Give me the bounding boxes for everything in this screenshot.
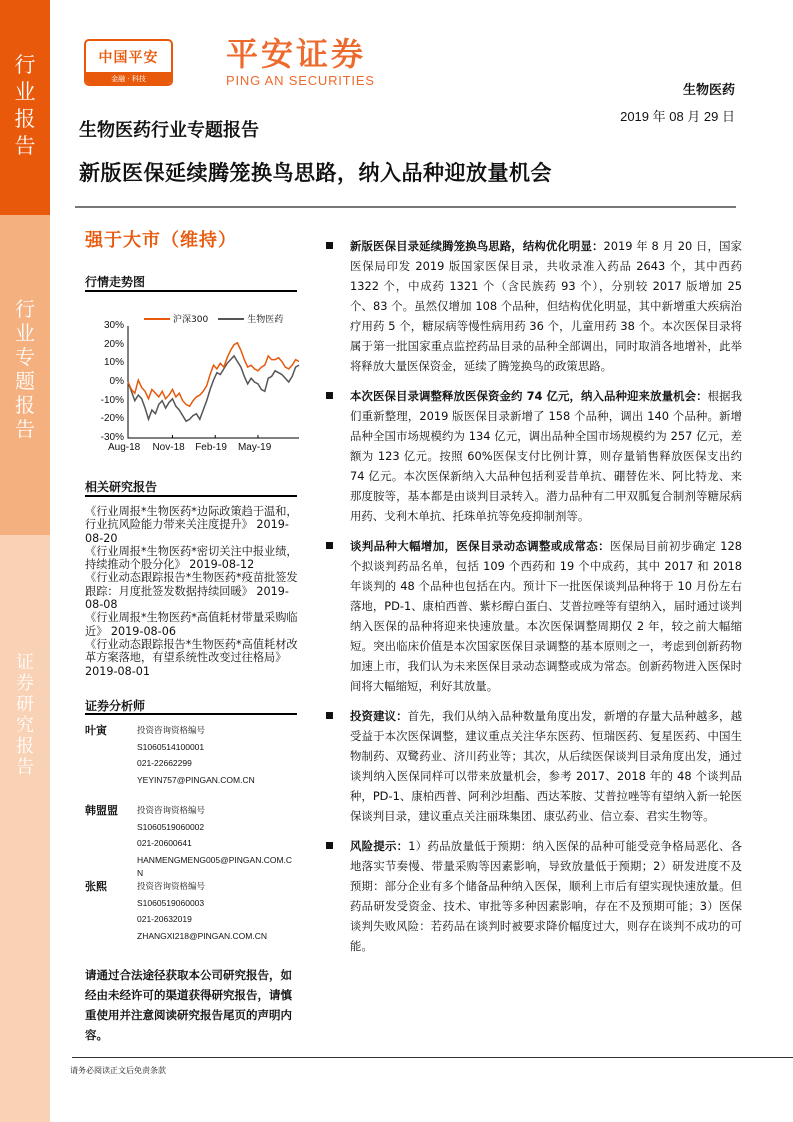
- analyst-info: [137, 802, 297, 880]
- analyst-email[interactable]: YEYIN757@PINGAN.COM.CN: [137, 774, 255, 785]
- sidebar-char: 告: [16, 757, 34, 778]
- sidebar-char: 券: [16, 673, 34, 694]
- rating-badge: 强于大市（维持）: [85, 230, 237, 251]
- y-tick-label: -10%: [100, 394, 124, 406]
- key-point-heading: 谈判品种大幅增加，医保目录动态调整或成常态：: [350, 539, 610, 553]
- related-report-item[interactable]: 《行业动态跟踪报告*生物医药*疫苗批签发跟踪：月度批签发数据持续回暖》 2019-08-08: [85, 571, 298, 612]
- x-tick-label: Nov-18: [152, 442, 185, 453]
- analyst-list: [85, 722, 300, 944]
- sidebar-label-securities-research: [0, 652, 50, 778]
- analyst-card: [85, 878, 300, 944]
- analyst-phone: 021-20632019: [137, 914, 192, 924]
- bullet-square-icon: [326, 242, 333, 249]
- analyst-cert-label: 投资咨询资格编号: [137, 805, 206, 815]
- analyst-cert: S1060519060003: [137, 897, 205, 908]
- key-point: [322, 386, 742, 526]
- key-points: [322, 236, 742, 966]
- key-point-body: 2019 年 8 月 20 日，国家医保局印发 2019 版国家医保目录，共收录准入药品 2643 个，其中西药 1322 个，中成药 1321 个（含民族药 93 个），分别较 2017 版增加 25 个、83 个。虽然仅增加 108 个品种，但结构优化明显，其中新增重大疾病治疗用药 5 个，糖尿病等慢性病用药 36 个，儿童用药 38 个。本次医保目录将属于第一批国家重点监控药品目录的品种全部调出，同时取消各地增补，此举将释放大量医保资金，延续了腾笼换鸟的政策思路。: [350, 239, 742, 373]
- x-tick-label: May-19: [237, 442, 272, 453]
- footer-divider: [72, 1057, 793, 1058]
- access-disclaimer: 请通过合法途径获取本公司研究报告，如经由未经许可的渠道获得研究报告，请慎重使用并注意阅读研究报告尾页的声明内容。: [85, 968, 292, 1042]
- key-point-body: 医保局目前初步确定 128 个拟谈判药品名单，包括 109 个西药和 19 个中成药，其中 2017 和 2018 年谈判的 48 个品种也包括在内。预计下一批医保谈判品种将于 10 月份左右落地，PD-1、康柏西普、紫杉醇白蛋白、艾普拉唑等有望纳入，届时通过谈判纳入医保的品种将迎来快速放量。本次医保调整周期仅 2 年，较之前大幅缩短。突出临床价值是本次国家医保目录调整的基本原则之一，考虑到创新药物加速上市，我们认为未来医保目录动态调整或成为常态。创新药物进入医保时间将大幅缩短，利好其放量。: [350, 539, 742, 693]
- sidebar-char: 题: [15, 369, 35, 393]
- legend-label: 生物医药: [247, 315, 284, 325]
- analyst-cert-label: 投资咨询资格编号: [137, 725, 206, 735]
- related-reports-rule: [85, 495, 297, 497]
- sidebar-char: 业: [15, 321, 35, 345]
- analyst-email[interactable]: HANMENGMENG005@PINGAN.COM.CN: [137, 854, 293, 878]
- sidebar-char: 业: [14, 80, 36, 104]
- key-point: [322, 836, 742, 956]
- sidebar-char: 证: [16, 652, 34, 673]
- sidebar-char: 告: [14, 134, 36, 158]
- y-tick-label: 20%: [103, 338, 124, 350]
- analyst-name: 韩盟盟: [85, 804, 118, 817]
- analyst-email[interactable]: ZHANGXI218@PINGAN.COM.CN: [137, 930, 268, 941]
- sidebar-char: 究: [16, 715, 34, 736]
- related-report-item[interactable]: 《行业周报*生物医药*高值耗材带量采购临近》 2019-08-06: [85, 611, 298, 638]
- legend-label: 沪深300: [173, 315, 209, 325]
- analysts-heading: 证券分析师: [85, 699, 146, 713]
- y-tick-label: 0%: [109, 376, 124, 387]
- sidebar-char: 行: [15, 297, 35, 321]
- analyst-name: 叶寅: [85, 724, 107, 737]
- report-subtitle: 生物医药行业专题报告: [79, 120, 259, 141]
- key-point-body: 1）药品放量低于预期：纳入医保的品种可能受竞争格局恶化、各地落实节奏慢、带量采购等因素影响，导致放量低于预期；2）研发进度不及预期：部分企业有多个储备品种纳入医保，顺利上市后有望实现快速放量。但药品研发受资金、技术、审批等多种因素影响，存在不及预期可能；3）医保谈判失败风险：若药品在谈判时被要求降价幅度过大，则存在谈判不成功的可能。: [350, 839, 742, 953]
- x-tick-label: Feb-19: [195, 442, 227, 453]
- analyst-cert: S1060514100001: [137, 741, 205, 752]
- analyst-name: 张熙: [85, 880, 107, 893]
- y-tick-label: 10%: [103, 357, 124, 369]
- sidebar-char: 行: [14, 53, 36, 77]
- related-report-item[interactable]: 《行业动态跟踪报告*生物医药*高值耗材改革方案落地，有望系统性改变过往格局》 2019-08-01: [85, 637, 298, 678]
- sidebar-label-industry-report: [0, 52, 50, 160]
- chart-heading: 行情走势图: [85, 275, 146, 289]
- sidebar-char: 告: [15, 417, 35, 441]
- analyst-card: [85, 802, 300, 878]
- sector-label: 生物医药: [682, 83, 735, 98]
- key-point-body: 首先，我们从纳入品种数量角度出发，新增的存量大品种越多，越受益于本次医保调整，建议重点关注华东医药、恒瑞医药、复星医药、中国生物制药、双鹭药业、济川药业等；其次，从后续医保谈判目录角度出发，通过谈判纳入医保同样可以带来放量机会，参考 2017、2018 年的 48 个谈判品种，PD-1、康柏西普、阿利沙坦酯、西达苯胺、艾普拉唑等有望纳入新一轮医保谈判目录，建议重点关注丽珠集团、康弘药业、信立泰、君实生物等。: [350, 709, 742, 823]
- sidebar-band-bottom: [0, 535, 50, 1122]
- x-tick-label: Aug-18: [108, 442, 141, 453]
- key-point-heading: 风险提示：: [350, 839, 409, 853]
- sidebar-char: 报: [16, 736, 34, 757]
- market-trend-chart: [84, 308, 306, 458]
- sidebar-label-topic-report: [0, 297, 50, 441]
- chart-heading-rule: [85, 290, 297, 292]
- bullet-square-icon: [326, 542, 333, 549]
- logo-text: 中国平安: [98, 49, 159, 66]
- key-point-body: 根据我们重新整理，2019 版医保目录新增了 158 个品种，调出 140 个品种。新增品种全国市场规模约为 134 亿元，调出品种全国市场规模约为 257 亿元，差额为 123 亿元。按照 60%医保支付比例计算，则存量销售释放医保支出约 74 亿元。本次医保新纳入大品种包括利妥昔单抗、硼替佐米、阿比特龙、来那度胺等，基本都是由谈判目录转入。潜力品种有二甲双胍复合制剂等糖尿病用药、戈利木单抗、托珠单抗等免疫抑制剂等。: [350, 389, 742, 523]
- bullet-square-icon: [326, 712, 333, 719]
- key-point: [322, 536, 742, 696]
- sidebar-char: 报: [15, 393, 35, 417]
- header-divider: [75, 206, 736, 208]
- key-point: [322, 236, 742, 376]
- y-tick-label: 30%: [103, 320, 124, 331]
- key-point: [322, 706, 742, 826]
- key-point-heading: 本次医保目录调整释放医保资金约 74 亿元，纳入品种迎来放量机会：: [350, 389, 708, 403]
- analyst-info: [137, 722, 297, 787]
- sidebar-char: 研: [16, 694, 34, 715]
- sidebar-char: 专: [15, 345, 35, 369]
- bullet-square-icon: [326, 842, 333, 849]
- report-title: 新版医保延续腾笼换鸟思路，纳入品种迎放量机会: [79, 161, 552, 185]
- chart-plot: [84, 308, 306, 458]
- brand-name-cn: 平安证券: [226, 35, 367, 73]
- analyst-info: [137, 878, 297, 943]
- analyst-phone: 021-22662299: [137, 758, 192, 768]
- analyst-cert-label: 投资咨询资格编号: [137, 881, 206, 891]
- sidebar-char: 报: [14, 107, 36, 131]
- key-point-heading: 投资建议：: [350, 709, 408, 723]
- analyst-cert: S1060519060002: [137, 821, 205, 832]
- bullet-square-icon: [326, 392, 333, 399]
- y-tick-label: -30%: [100, 432, 124, 443]
- analyst-phone: 021-20600641: [137, 838, 192, 848]
- related-report-item[interactable]: 《行业周报*生物医药*密切关注中报业绩，持续推动个股分化》 2019-08-12: [85, 544, 298, 572]
- brand-logo: [226, 36, 375, 88]
- logo-tagline: 金融 · 科技: [86, 72, 171, 86]
- china-pingan-logo: [84, 39, 173, 86]
- related-report-item[interactable]: 《行业周报*生物医药*边际政策趋于温和，行业抗风险能力带来关注度提升》 2019-08-20: [85, 505, 298, 545]
- key-point-heading: 新版医保目录延续腾笼换鸟思路，结构优化明显：: [350, 239, 604, 253]
- related-reports-list: [85, 505, 300, 678]
- report-date: 2019 年 08 月 29 日: [620, 109, 735, 124]
- footer-disclaimer-link: 请务必阅读正文后免责条款: [70, 1066, 166, 1075]
- related-reports-heading: 相关研究报告: [85, 480, 158, 494]
- analysts-rule: [85, 713, 297, 715]
- brand-name-en: PING AN SECURITIES: [226, 73, 375, 88]
- analyst-card: [85, 722, 300, 788]
- y-tick-label: -20%: [100, 413, 124, 425]
